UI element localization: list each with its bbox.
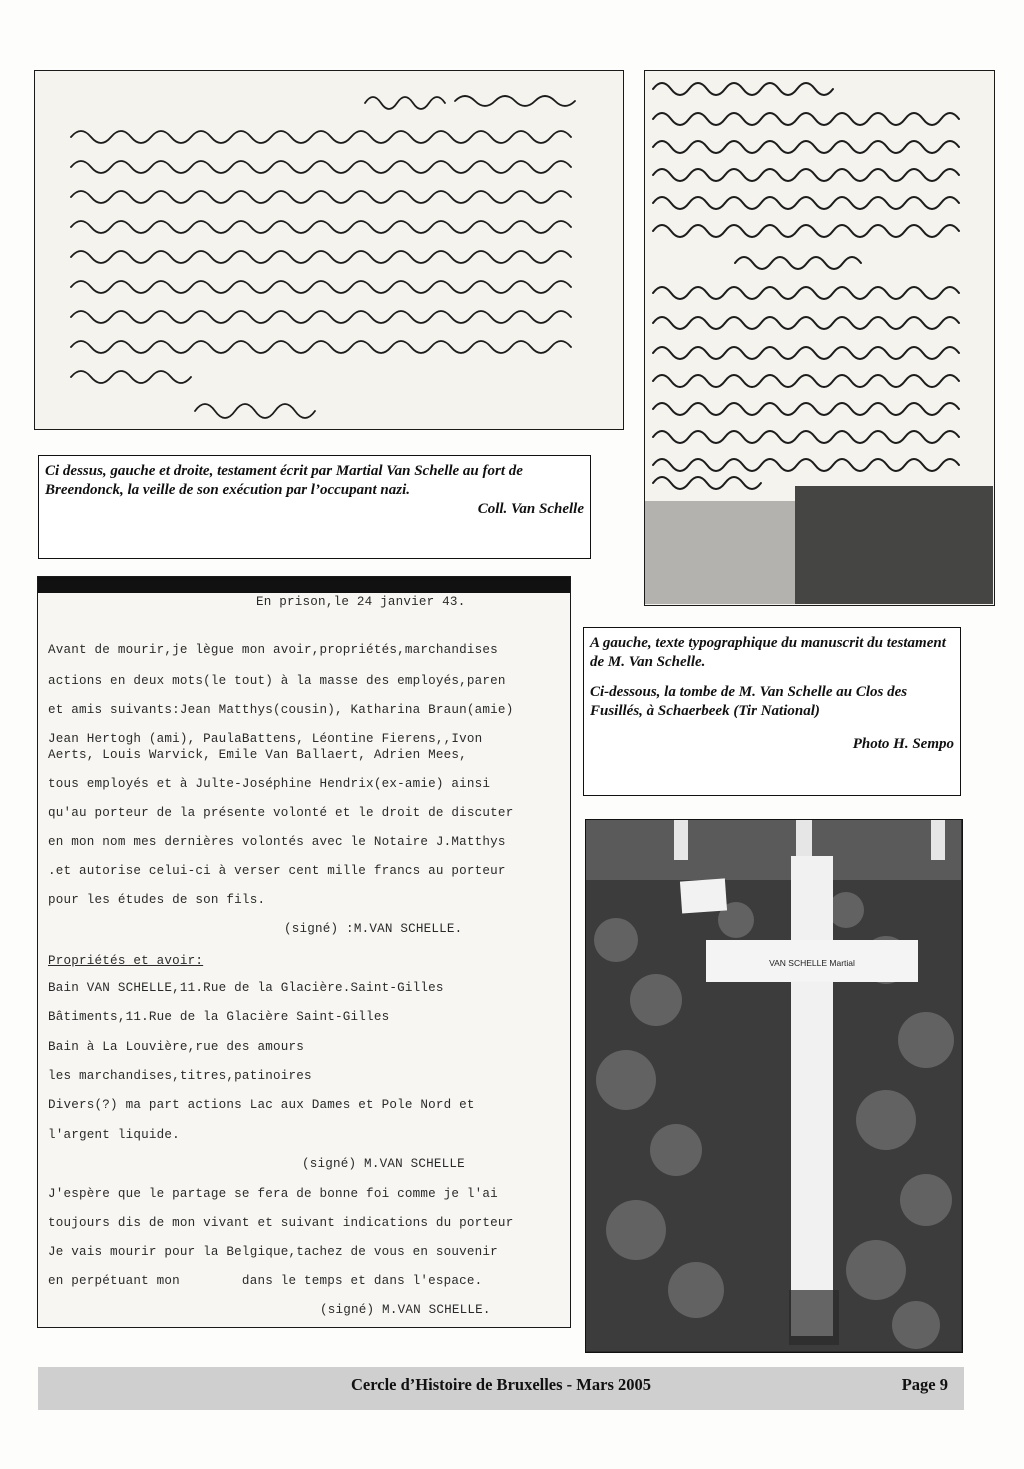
typed-line: qu'au porteur de la présente volonté et le droit de discuter [48, 806, 514, 820]
footer-title: Cercle d’Histoire de Bruxelles - Mars 2005 [351, 1375, 651, 1394]
typed-line: .et autorise celui-ci à verser cent mille francs au porteur [48, 864, 506, 878]
typed-line: Bain à La Louvière,rue des amours [48, 1040, 304, 1054]
typed-line: actions en deux mots(le tout) à la masse des employés,paren [48, 674, 506, 688]
typed-line: Jean Hertogh (ami), PaulaBattens, Léontine Fierens,,Ivon [48, 732, 483, 746]
caption-top-credit: Coll. Van Schelle [477, 501, 584, 517]
typed-line: toujours dis de mon vivant et suivant indications du porteur [48, 1216, 514, 1230]
typed-line: tous employés et à Julte-Joséphine Hendrix(ex-amie) ainsi [48, 777, 491, 791]
typed-line: les marchandises,titres,patinoires [48, 1069, 312, 1083]
typed-signature: (signé) :M.VAN SCHELLE. [284, 922, 463, 936]
typed-transcript-topbar [38, 577, 570, 593]
typed-transcript [37, 576, 571, 1328]
page-number: Page 9 [901, 1375, 948, 1394]
caption-right-line1: A gauche, texte typographique du manuscrit du testament de M. Van Schelle. [590, 635, 946, 670]
caption-right [583, 627, 961, 796]
page-footer [38, 1367, 964, 1410]
caption-right-line2: Ci-dessous, la tombe de M. Van Schelle au Clos des Fusillés, à Schaerbeek (Tir National) [590, 684, 908, 719]
typed-line: pour les études de son fils. [48, 893, 266, 907]
manuscript-right-image [644, 70, 995, 606]
grave-photo [585, 819, 963, 1353]
caption-right-credit: Photo H. Sempo [852, 736, 954, 752]
typed-line: J'espère que le partage se fera de bonne foi comme je l'ai [48, 1187, 498, 1201]
typed-line: en mon nom mes dernières volontés avec le Notaire J.Matthys [48, 835, 506, 849]
typed-line: en perpétuant mon dans le temps et dans l'espace. [48, 1274, 483, 1288]
typed-signature: (signé) M.VAN SCHELLE. [320, 1303, 491, 1317]
typed-title: En prison,le 24 janvier 43. [256, 595, 466, 609]
typed-line: l'argent liquide. [48, 1128, 180, 1142]
typed-line: Aerts, Louis Warvick, Emile Van Ballaert, Adrien Mees, [48, 748, 467, 762]
typed-heading: Propriétés et avoir: [48, 954, 204, 968]
typed-line: Bain VAN SCHELLE,11.Rue de la Glacière.Saint-Gilles [48, 981, 444, 995]
caption-top-text: Ci dessus, gauche et droite, testament écrit par Martial Van Schelle au fort de Breendonck, la veille de son exécution par l’occupant nazi. [45, 463, 523, 498]
typed-line: Je vais mourir pour la Belgique,tachez de vous en souvenir [48, 1245, 498, 1259]
grave-plaque-text: VAN SCHELLE Martial [769, 958, 855, 968]
manuscript-left-image [34, 70, 624, 430]
typed-signature: (signé) M.VAN SCHELLE [302, 1157, 465, 1171]
typed-line: et amis suivants:Jean Matthys(cousin), Katharina Braun(amie) [48, 703, 514, 717]
typed-line: Avant de mourir,je lègue mon avoir,propriétés,marchandises [48, 643, 498, 657]
typed-line: Divers(?) ma part actions Lac aux Dames et Pole Nord et [48, 1098, 475, 1112]
caption-top [38, 455, 591, 559]
typed-line: Bâtiments,11.Rue de la Glacière Saint-Gilles [48, 1010, 390, 1024]
